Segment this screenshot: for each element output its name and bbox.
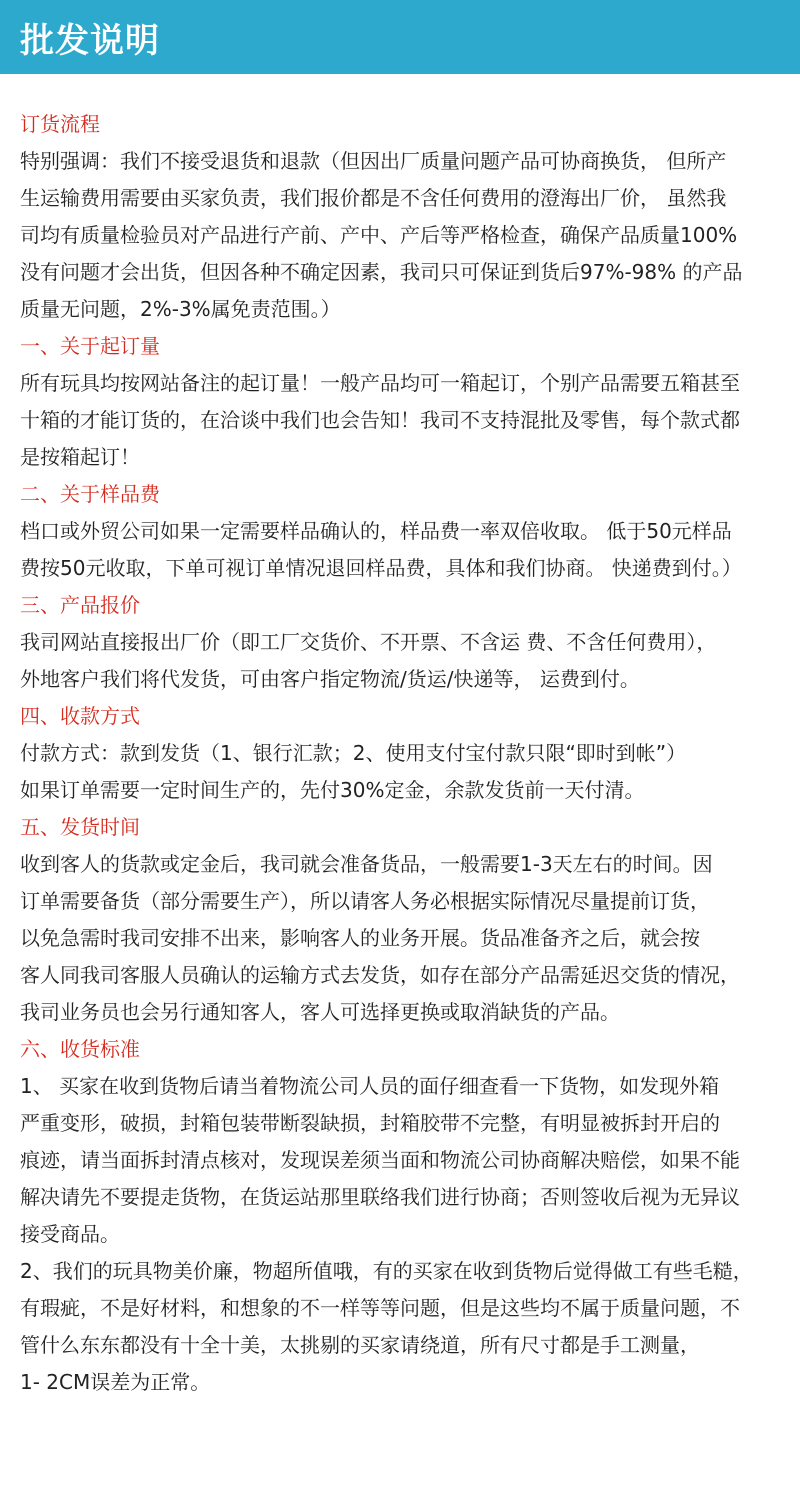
- section-title: 一、关于起订量: [20, 334, 160, 358]
- paragraph-line: 2、我们的玩具物美价廉，物超所值哦，有的买家在收到货物后觉得做工有些毛糙，: [20, 1259, 753, 1283]
- section-paragraph: [20, 846, 782, 1031]
- paragraph-line: 生运输费用需要由买家负责，我们报价都是不含任何费用的澄海出厂价， 虽然我: [20, 186, 727, 210]
- paragraph-line: 接受商品。: [20, 1222, 120, 1246]
- section-paragraph: [20, 624, 782, 698]
- paragraph-line: 我司网站直接报出厂价（即工厂交货价、不开票、不含运 费、不含任何费用），: [20, 630, 717, 654]
- paragraph-line: 十箱的才能订货的，在洽谈中我们也会告知！我司不支持混批及零售，每个款式都: [20, 408, 740, 432]
- paragraph-line: 严重变形，破损，封箱包装带断裂缺损，封箱胶带不完整，有明显被拆封开启的: [20, 1111, 720, 1135]
- paragraph-line: 特别强调：我们不接受退货和退款（但因出厂质量问题产品可协商换货， 但所产: [20, 149, 727, 173]
- section-title: 六、收货标准: [20, 1037, 140, 1061]
- document-body: [0, 74, 800, 1401]
- page-title: 批发说明: [20, 20, 160, 61]
- paragraph-line: 有瑕疵，不是好材料，和想象的不一样等等问题，但是这些均不属于质量问题，不: [20, 1296, 740, 1320]
- paragraph-line: 没有问题才会出货，但因各种不确定因素，我司只可保证到货后97%-98% 的产品: [20, 260, 743, 284]
- paragraph-line: 费按50元收取，下单可视订单情况退回样品费，具体和我们协商。 快递费到付。）: [20, 556, 742, 580]
- paragraph-line: 档口或外贸公司如果一定需要样品确认的，样品费一率双倍收取。 低于50元样品: [20, 519, 732, 543]
- paragraph-line: 我司业务员也会另行通知客人，客人可选择更换或取消缺货的产品。: [20, 1000, 620, 1024]
- section-paragraph: [20, 143, 782, 328]
- section-title: 四、收款方式: [20, 704, 140, 728]
- section-title: 二、关于样品费: [20, 482, 160, 506]
- section-paragraph: [20, 513, 782, 587]
- paragraph-line: 如果订单需要一定时间生产的，先付30%定金，余款发货前一天付清。: [20, 778, 645, 802]
- paragraph-line: 管什么东东都没有十全十美，太挑剔的买家请绕道，所有尺寸都是手工测量，: [20, 1333, 700, 1357]
- paragraph-line: 收到客人的货款或定金后，我司就会准备货品，一般需要1-3天左右的时间。因: [20, 852, 713, 876]
- paragraph-line: 司均有质量检验员对产品进行产前、产中、产后等严格检查，确保产品质量100%: [20, 223, 738, 247]
- paragraph-line: 是按箱起订！: [20, 445, 140, 469]
- section-paragraph: [20, 365, 782, 476]
- section-paragraph: [20, 735, 782, 809]
- section-title: 订货流程: [20, 112, 100, 136]
- paragraph-line: 外地客户我们将代发货，可由客户指定物流/货运/快递等， 运费到付。: [20, 667, 640, 691]
- paragraph-line: 所有玩具均按网站备注的起订量！一般产品均可一箱起订，个别产品需要五箱甚至: [20, 371, 740, 395]
- paragraph-line: 质量无问题，2%-3%属免责范围。）: [20, 297, 341, 321]
- paragraph-line: 1- 2CM误差为正常。: [20, 1370, 211, 1394]
- paragraph-line: 痕迹，请当面拆封清点核对，发现误差须当面和物流公司协商解决赔偿，如果不能: [20, 1148, 740, 1172]
- paragraph-line: 付款方式：款到发货（1、银行汇款；2、使用支付宝付款只限“即时到帐”）: [20, 741, 687, 765]
- section-title: 五、发货时间: [20, 815, 140, 839]
- page-header: [0, 0, 800, 74]
- section-title: 三、产品报价: [20, 593, 140, 617]
- paragraph-line: 订单需要备货（部分需要生产），所以请客人务必根据实际情况尽量提前订货，: [20, 889, 710, 913]
- paragraph-line: 以免急需时我司安排不出来，影响客人的业务开展。货品准备齐之后，就会按: [20, 926, 700, 950]
- paragraph-line: 解决请先不要提走货物，在货运站那里联络我们进行协商；否则签收后视为无异议: [20, 1185, 740, 1209]
- paragraph-line: 1、 买家在收到货物后请当着物流公司人员的面仔细查看一下货物，如发现外箱: [20, 1074, 720, 1098]
- paragraph-line: 客人同我司客服人员确认的运输方式去发货，如存在部分产品需延迟交货的情况，: [20, 963, 740, 987]
- section-paragraph: [20, 1253, 782, 1401]
- section-paragraph: [20, 1068, 782, 1253]
